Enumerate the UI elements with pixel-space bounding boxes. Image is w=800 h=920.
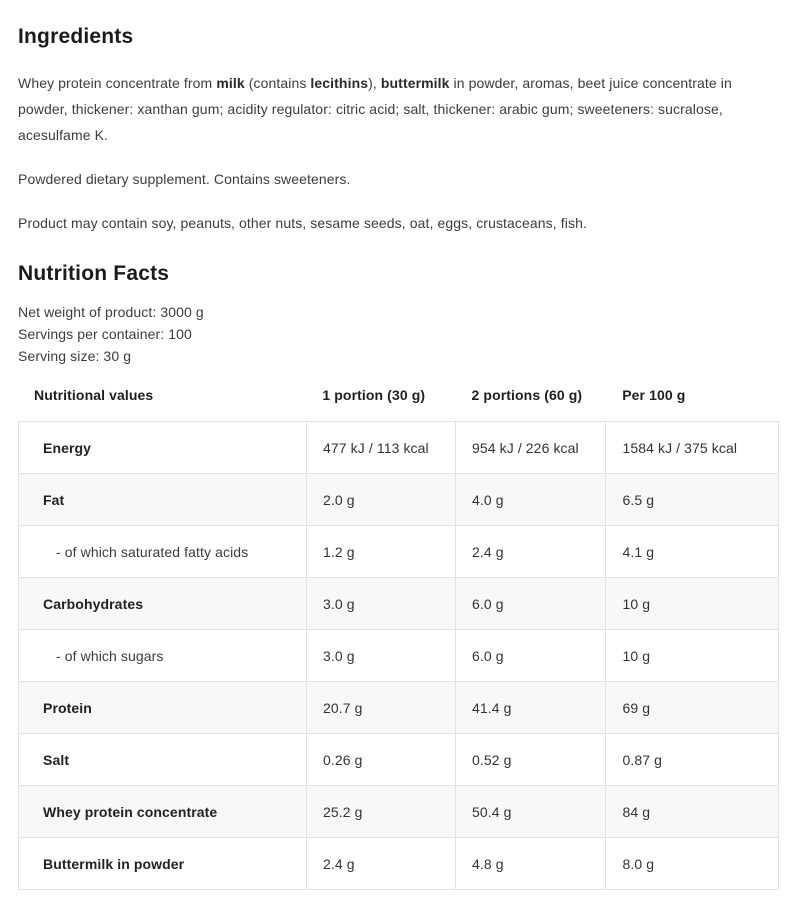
table-row-fat xyxy=(19,474,779,526)
ingredients-allergen-lecithins: lecithins xyxy=(310,75,369,91)
table-row-whey-protein-concentrate xyxy=(19,786,779,838)
row-value: 2.4 g xyxy=(455,526,605,578)
net-weight-line: Net weight of product: 3000 g xyxy=(18,304,204,320)
row-value: 3.0 g xyxy=(307,578,456,630)
row-label: - of which sugars xyxy=(19,630,307,682)
allergen-note: Product may contain soy, peanuts, other nuts, sesame seeds, oat, eggs, crustaceans, fish. xyxy=(18,215,587,231)
nutrition-table xyxy=(18,421,779,890)
row-label: Energy xyxy=(19,422,307,474)
table-row-protein xyxy=(19,682,779,734)
row-value: 69 g xyxy=(606,682,779,734)
row-value: 0.87 g xyxy=(606,734,779,786)
column-header-2-portions: 2 portions (60 g) xyxy=(471,387,583,403)
row-value: 4.0 g xyxy=(455,474,605,526)
supplement-note: Powdered dietary supplement. Contains sweeteners. xyxy=(18,171,351,187)
row-value: 0.26 g xyxy=(307,734,456,786)
row-value: 41.4 g xyxy=(455,682,605,734)
row-value: 50.4 g xyxy=(455,786,605,838)
column-header-1-portion: 1 portion (30 g) xyxy=(322,387,426,403)
table-row-sugars xyxy=(19,630,779,682)
nutrition-facts-heading: Nutrition Facts xyxy=(18,262,170,285)
row-value: 4.1 g xyxy=(606,526,779,578)
table-row-buttermilk-in-powder xyxy=(19,838,779,890)
row-value: 6.0 g xyxy=(455,630,605,682)
row-value: 1.2 g xyxy=(307,526,456,578)
row-value: 2.4 g xyxy=(307,838,456,890)
ingredients-segment: ), xyxy=(368,75,381,91)
ingredients-paragraph xyxy=(18,70,779,148)
ingredients-allergen-milk: milk xyxy=(216,75,245,91)
table-row-saturated-fatty-acids xyxy=(19,526,779,578)
row-label: Whey protein concentrate xyxy=(19,786,307,838)
servings-per-container-line: Servings per container: 100 xyxy=(18,326,192,342)
row-value: 954 kJ / 226 kcal xyxy=(455,422,605,474)
ingredients-allergen-buttermilk: buttermilk xyxy=(380,75,450,91)
table-row-carbohydrates xyxy=(19,578,779,630)
nutrition-table-header xyxy=(18,387,779,403)
row-value: 20.7 g xyxy=(307,682,456,734)
row-label: Protein xyxy=(19,682,307,734)
row-value: 4.8 g xyxy=(455,838,605,890)
ingredients-segment: in powder, aromas, beet juice concentrate in powder, thickener: xanthan gum; acidity regulator: citric acid; salt, thickener: arabic gum; sweeteners: sucralose, acesulfame K. xyxy=(18,75,732,143)
ingredients-segment: Whey protein concentrate from xyxy=(18,75,217,91)
row-value: 3.0 g xyxy=(307,630,456,682)
ingredients-heading: Ingredients xyxy=(18,25,134,48)
row-value: 1584 kJ / 375 kcal xyxy=(606,422,779,474)
ingredients-segment: (contains xyxy=(244,75,311,91)
row-label: Buttermilk in powder xyxy=(19,838,307,890)
table-row-energy xyxy=(19,422,779,474)
row-value: 477 kJ / 113 kcal xyxy=(307,422,456,474)
row-value: 10 g xyxy=(606,630,779,682)
row-value: 2.0 g xyxy=(307,474,456,526)
row-value: 0.52 g xyxy=(455,734,605,786)
row-label: Carbohydrates xyxy=(19,578,307,630)
row-label: - of which saturated fatty acids xyxy=(19,526,307,578)
row-value: 10 g xyxy=(606,578,779,630)
row-label: Salt xyxy=(19,734,307,786)
serving-size-line: Serving size: 30 g xyxy=(18,348,132,364)
row-value: 8.0 g xyxy=(606,838,779,890)
column-header-nutritional-values: Nutritional values xyxy=(34,387,154,403)
row-value: 25.2 g xyxy=(307,786,456,838)
table-row-salt xyxy=(19,734,779,786)
row-value: 6.0 g xyxy=(455,578,605,630)
row-value: 6.5 g xyxy=(606,474,779,526)
column-header-per-100g: Per 100 g xyxy=(622,387,686,403)
row-label: Fat xyxy=(19,474,307,526)
row-value: 84 g xyxy=(606,786,779,838)
